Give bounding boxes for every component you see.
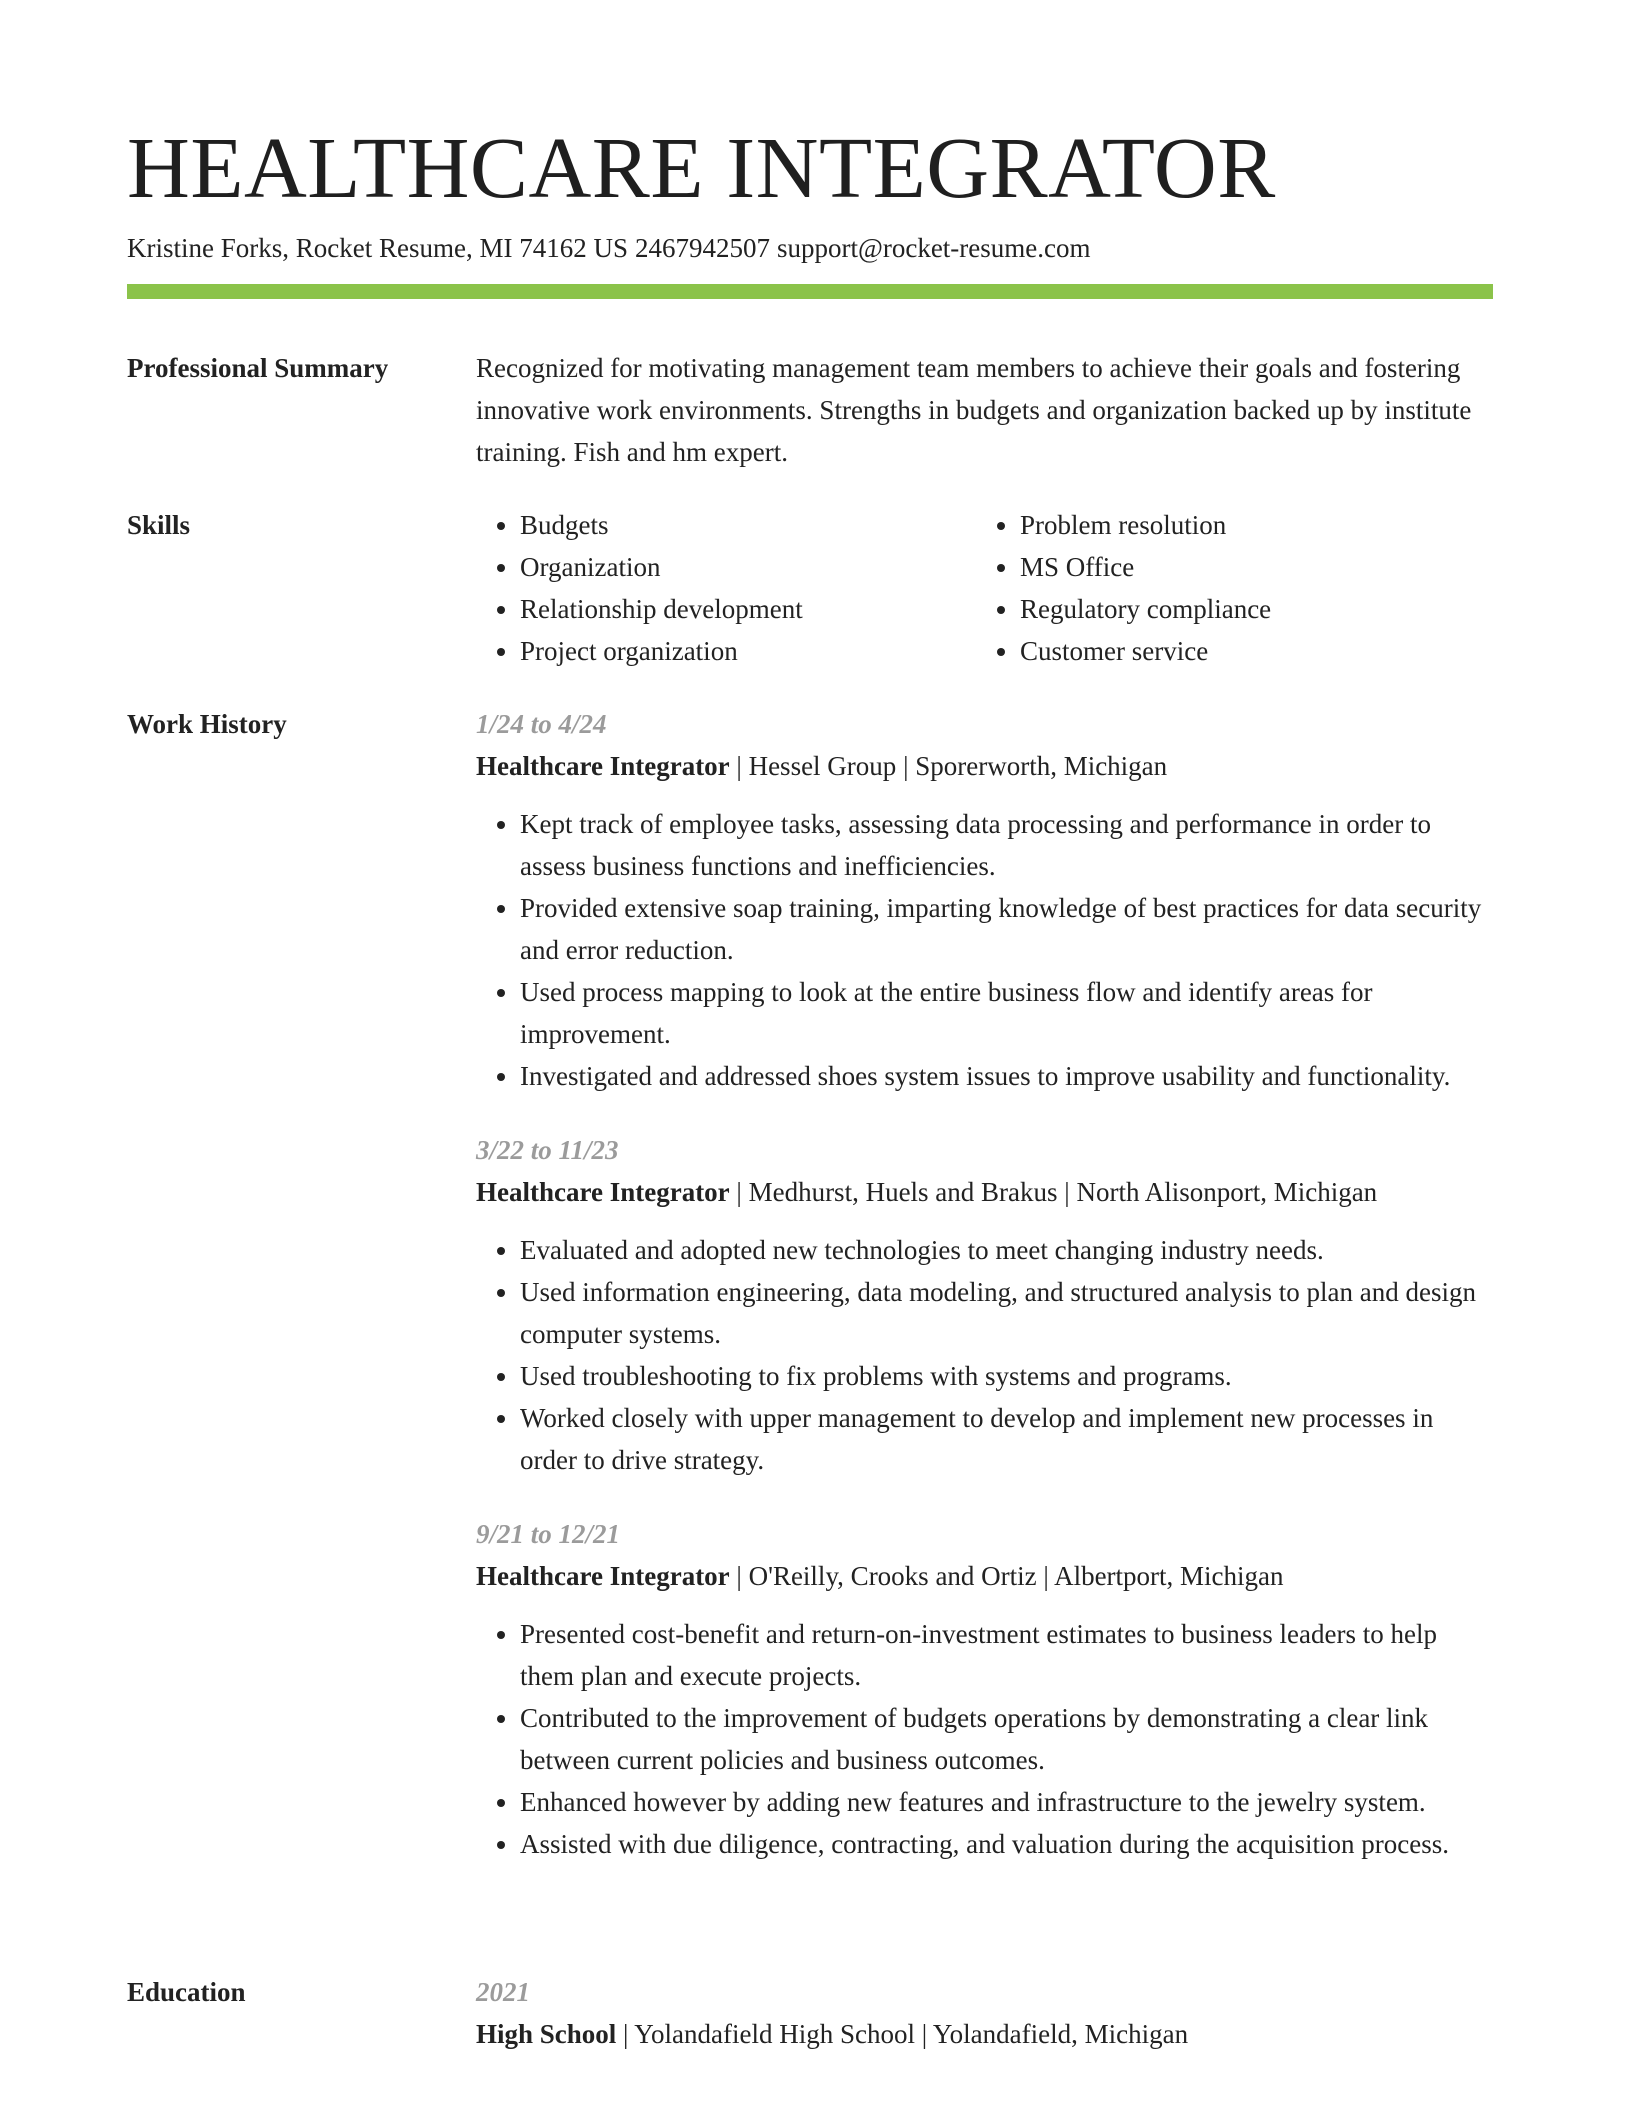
job-bullet: • Worked closely with upper management to develop and implement new processes in order to drive strategy. [520, 1397, 1493, 1481]
job-bullet: • Kept track of employee tasks, assessing data processing and performance in order to assess business functions and inefficiencies. [520, 803, 1493, 887]
job-bullet: • Used information engineering, data modeling, and structured analysis to plan and design computer systems. [520, 1271, 1493, 1355]
job-bullets [476, 1229, 1493, 1481]
job-company: Hessel Group [748, 751, 897, 781]
job-location: Albertport, Michigan [1054, 1561, 1284, 1591]
job-dates: 1/24 to 4/24 [476, 709, 607, 739]
contact-email[interactable]: support@rocket-resume.com [776, 233, 1091, 263]
contact-phone: 2467942507 [634, 233, 770, 263]
job-bullet: • Evaluated and adopted new technologies to meet changing industry needs. [520, 1229, 1493, 1271]
summary-body [476, 347, 1493, 473]
job-title: Healthcare Integrator [476, 1561, 730, 1591]
education-heading: High School | Yolandafield High School | Yolandafield, Michigan [476, 2019, 1189, 2049]
education-body [476, 1971, 1493, 2055]
work-body [476, 703, 1493, 1865]
skill-item: • Customer service [1020, 630, 1476, 672]
job-company: Medhurst, Huels and Brakus [748, 1177, 1058, 1207]
job-bullet: • Provided extensive soap training, imparting knowledge of best practices for data security and error reduction. [520, 887, 1493, 971]
summary-label: Professional Summary [127, 353, 389, 383]
job-location: North Alisonport, Michigan [1076, 1177, 1378, 1207]
skill-item: • Problem resolution [1020, 504, 1476, 546]
skills-label: Skills [127, 510, 191, 540]
skill-item: • Relationship development [520, 588, 976, 630]
skill-item: • Project organization [520, 630, 976, 672]
job-bullet: • Used process mapping to look at the entire business flow and identify areas for improvement. [520, 971, 1493, 1055]
job-dates: 9/21 to 12/21 [476, 1519, 621, 1549]
job-title: Healthcare Integrator [476, 1177, 730, 1207]
job-heading: Healthcare Integrator | Medhurst, Huels and Brakus | North Alisonport, Michigan [476, 1177, 1378, 1207]
contact-address: Kristine Forks, Rocket Resume, MI 74162 US [127, 233, 628, 263]
skills-column-2 [976, 504, 1476, 672]
job-dates: 3/22 to 11/23 [476, 1135, 619, 1165]
job-entry [476, 1129, 1493, 1481]
job-title: Healthcare Integrator [476, 751, 730, 781]
job-bullet: • Contributed to the improvement of budgets operations by demonstrating a clear link between current policies and business outcomes. [520, 1697, 1493, 1781]
education-label: Education [127, 1977, 246, 2007]
skills-column-1 [476, 504, 976, 672]
job-entry [476, 1513, 1493, 1865]
job-bullets [476, 803, 1493, 1097]
resume-title: HEALTHCARE INTEGRATOR [127, 119, 1276, 216]
job-entry [476, 703, 1493, 1097]
job-bullet: • Used troubleshooting to fix problems with systems and programs. [520, 1355, 1493, 1397]
skill-item: • MS Office [1020, 546, 1476, 588]
education-location: Yolandafield, Michigan [932, 2019, 1189, 2049]
job-bullet: • Investigated and addressed shoes system issues to improve usability and functionality. [520, 1055, 1493, 1097]
job-bullet: • Presented cost-benefit and return-on-investment estimates to business leaders to help them plan and execute projects. [520, 1613, 1493, 1697]
education-year: 2021 [476, 1977, 530, 2007]
skill-item: • Regulatory compliance [1020, 588, 1476, 630]
summary-text: Recognized for motivating management team members to achieve their goals and fostering innovative work environments. Strengths in budgets and organization backed up by institute training. Fish and hm expert. [476, 353, 1472, 467]
work-label: Work History [127, 709, 287, 739]
job-company: O'Reilly, Crooks and Ortiz [748, 1561, 1037, 1591]
skill-item: • Organization [520, 546, 976, 588]
job-heading: Healthcare Integrator | Hessel Group | Sporerworth, Michigan [476, 751, 1168, 781]
job-bullets [476, 1613, 1493, 1865]
job-heading: Healthcare Integrator | O'Reilly, Crooks and Ortiz | Albertport, Michigan [476, 1561, 1284, 1591]
education-degree: High School [476, 2019, 617, 2049]
skills-grid [476, 504, 1493, 672]
education-school: Yolandafield High School [634, 2019, 915, 2049]
contact-line [127, 231, 1091, 265]
skills-body [476, 504, 1493, 672]
job-location: Sporerworth, Michigan [915, 751, 1168, 781]
job-bullet: • Enhanced however by adding new features and infrastructure to the jewelry system. [520, 1781, 1493, 1823]
header-divider [127, 284, 1493, 299]
job-bullet: • Assisted with due diligence, contracting, and valuation during the acquisition process. [520, 1823, 1493, 1865]
skill-item: • Budgets [520, 504, 976, 546]
